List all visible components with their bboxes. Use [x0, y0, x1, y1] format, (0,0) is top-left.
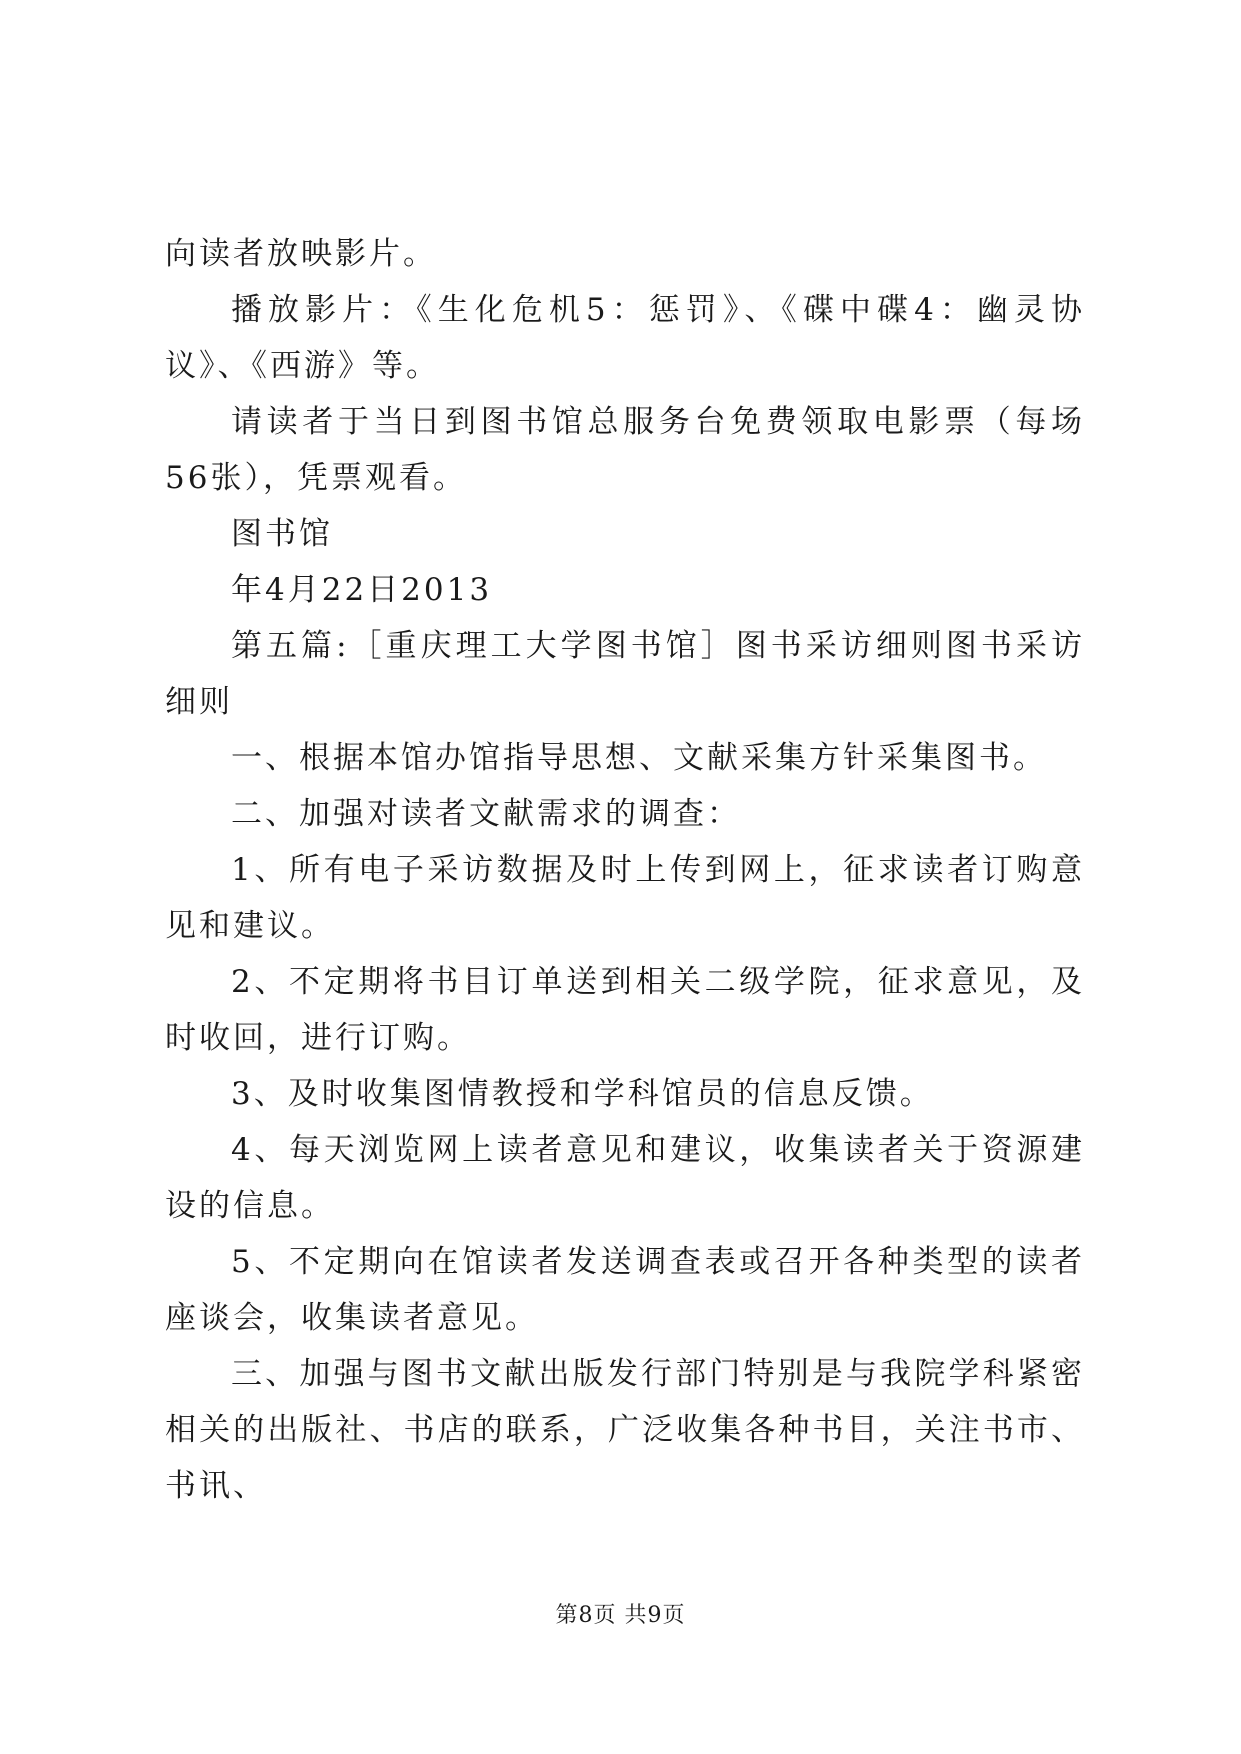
list-item: 3、及时收集图情教授和学科馆员的信息反馈。	[231, 1076, 934, 1112]
paragraph: 播放影片：《生化危机5：惩罚》、《碟中碟4：幽灵协议》、《西游》等。	[165, 292, 1085, 384]
paragraph: 年4月22日2013	[231, 572, 493, 608]
paragraph: 图书馆	[231, 516, 333, 552]
paragraph: 一、根据本馆办馆指导思想、文献采集方针采集图书。	[231, 740, 1047, 776]
page-footer: 第8页 共9页	[555, 1603, 686, 1628]
paragraph: 三、加强与图书文献出版发行部门特别是与我院学科紧密相关的出版社、书店的联系，广泛收集各种书目，关注书市、书讯、	[165, 1356, 1085, 1504]
section-heading: 第五篇:［重庆理工大学图书馆］图书采访细则图书采访细则	[165, 628, 1085, 720]
list-item: 5、不定期向在馆读者发送调查表或召开各种类型的读者座谈会，收集读者意见。	[165, 1244, 1085, 1336]
list-item: 2、不定期将书目订单送到相关二级学院，征求意见，及时收回，进行订购。	[165, 964, 1085, 1056]
document-body	[165, 226, 1085, 1514]
paragraph: 向读者放映影片。	[165, 236, 437, 272]
list-item: 4、每天浏览网上读者意见和建议，收集读者关于资源建设的信息。	[165, 1132, 1085, 1224]
paragraph: 请读者于当日到图书馆总服务台免费领取电影票（每场56张），凭票观看。	[165, 404, 1085, 496]
list-item: 1、所有电子采访数据及时上传到网上，征求读者订购意见和建议。	[165, 852, 1085, 944]
paragraph: 二、加强对读者文献需求的调查：	[231, 796, 741, 832]
